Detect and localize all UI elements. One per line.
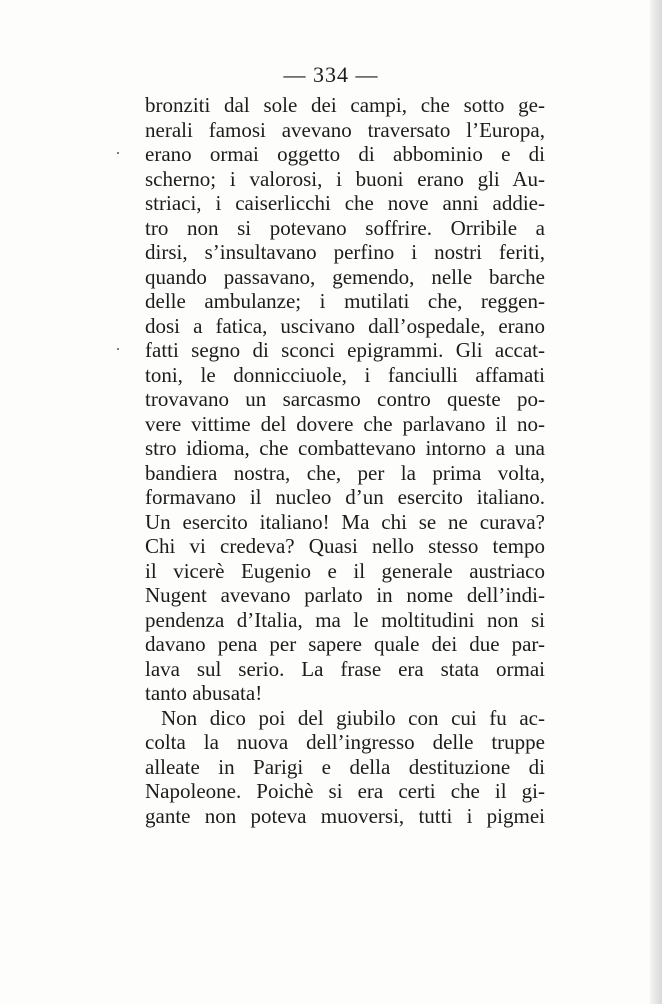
- text-line: tro non si potevano soffrire. Orribile a: [145, 215, 545, 240]
- text-line: Chi vi credeva? Quasi nello stesso tempo: [145, 534, 545, 558]
- text-line: gante non poteva muoversi, tutti i pigmei: [145, 803, 545, 828]
- text-line: Un esercito italiano! Ma chi se ne curava?: [145, 509, 545, 534]
- text-line: il vicerè Eugenio e il generale austriaco: [145, 558, 545, 583]
- text-line: vere vittime del dovere che parlavano il no-: [145, 411, 545, 436]
- margin-mark: [117, 152, 119, 154]
- text-line: colta la nuova dell’ingresso delle truppe: [145, 730, 545, 754]
- text-line: toni, le donnicciuole, i fanciulli affamati: [145, 362, 545, 387]
- text-line: formavano il nucleo d’un esercito italiano.: [145, 485, 545, 509]
- margin-mark: [117, 348, 119, 350]
- text-line: Non dico poi del giubilo con cui fu ac-: [161, 705, 545, 730]
- text-line: Napoleone. Poichè si era certi che il gi-: [145, 779, 545, 803]
- text-line: nerali famosi avevano traversato l’Europa,: [145, 117, 545, 142]
- text-line: tanto abusata!: [145, 681, 263, 705]
- page-edge-shadow: [650, 0, 662, 1004]
- text-line: Nugent avevano parlato in nome dell’indi-: [145, 583, 545, 607]
- text-line: dirsi, s’insultavano perfino i nostri feriti,: [145, 240, 545, 264]
- text-line: scherno; i valorosi, i buoni erano gli Au-: [145, 166, 545, 191]
- text-line: erano ormai oggetto di abbominio e di: [145, 142, 545, 166]
- text-line: pendenza d’Italia, ma le moltitudini non si: [145, 607, 545, 632]
- body-text: [145, 93, 545, 828]
- text-line: davano pena per sapere quale dei due par-: [145, 632, 545, 656]
- text-line: quando passavano, gemendo, nelle barche: [145, 264, 545, 289]
- text-line: delle ambulanze; i mutilati che, reggen-: [145, 289, 545, 313]
- text-line: bandiera nostra, che, per la prima volta,: [145, 460, 545, 485]
- text-line: fatti segno di sconci epigrammi. Gli accat-: [145, 338, 545, 362]
- text-line: dosi a fatica, uscivano dall’ospedale, erano: [145, 313, 545, 338]
- text-line: striaci, i caiserlicchi che nove anni addie-: [145, 191, 545, 215]
- text-line: bronziti dal sole dei campi, che sotto ge-: [145, 93, 545, 117]
- text-line: trovavano un sarcasmo contro queste po-: [145, 387, 545, 411]
- text-line: stro idioma, che combattevano intorno a una: [145, 436, 545, 460]
- text-line: alleate in Parigi e della destituzione di: [145, 754, 545, 779]
- text-line: lava sul serio. La frase era stata ormai: [145, 656, 545, 681]
- page-number: — 334 —: [283, 62, 379, 87]
